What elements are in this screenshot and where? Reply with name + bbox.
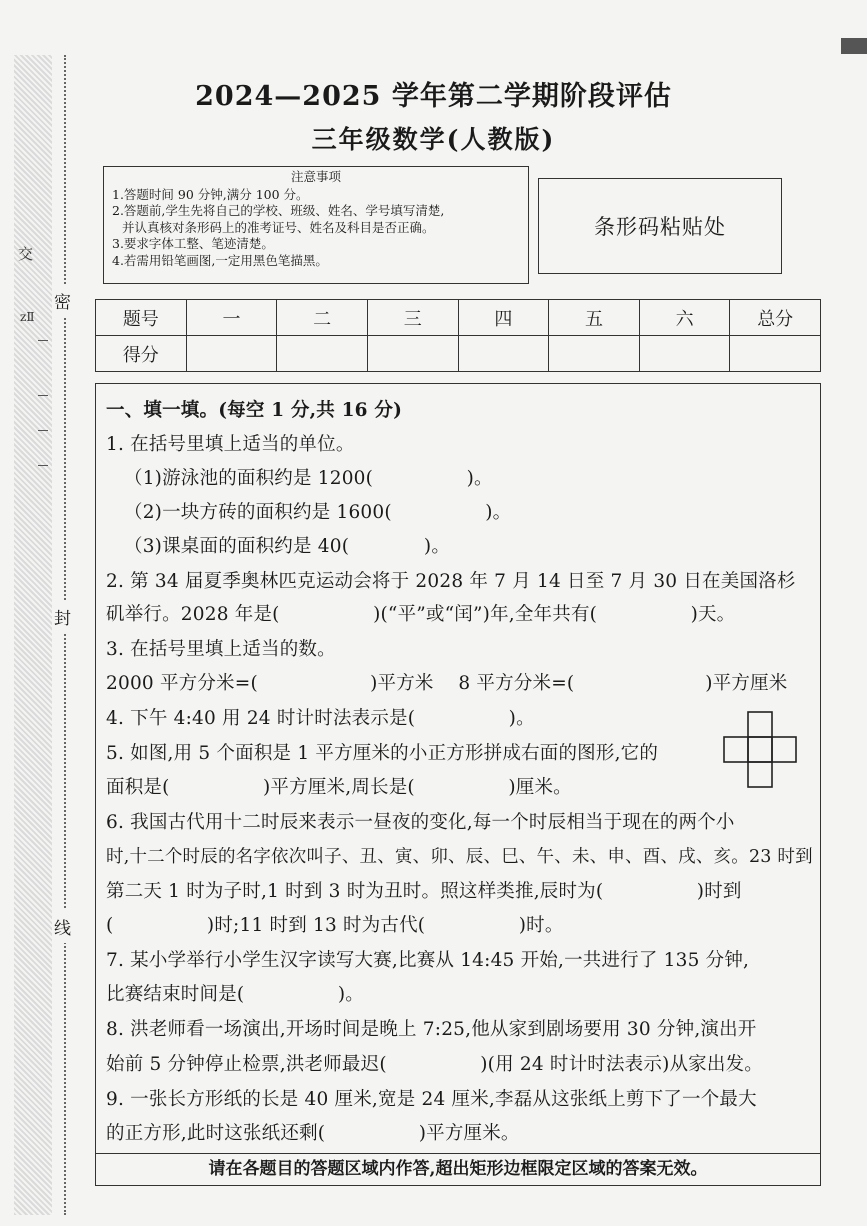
figure-square	[748, 762, 772, 787]
score-cell[interactable]	[458, 336, 549, 372]
score-cell[interactable]	[549, 336, 640, 372]
question-line: 矶举行。2028 年是( )(“平”或“闰”)年,全年共有( )天。	[106, 604, 736, 625]
notice-item: 1.答题时间 90 分钟,满分 100 分。	[112, 186, 309, 202]
question-line: 5. 如图,用 5 个面积是 1 平方厘米的小正方形拼成右面的图形,它的	[106, 743, 659, 764]
question-line: 时,十二个时辰的名字依次叫子、丑、寅、卯、辰、巳、午、未、申、酉、戌、亥。23 时到	[106, 847, 813, 867]
binding-gutter	[0, 0, 82, 1226]
score-table-header-row	[96, 300, 821, 336]
gutter-fragment-1: 交	[18, 245, 34, 263]
notice-item: 2.答题前,学生先将自己的学校、班级、姓名、学号填写清楚,	[112, 203, 445, 218]
gutter-tick	[38, 395, 48, 396]
notice-box	[103, 166, 529, 284]
figure-square	[724, 737, 748, 762]
question-line: 1. 在括号里填上适当的单位。	[106, 434, 355, 455]
score-cell[interactable]	[730, 336, 821, 372]
question-line: 2. 第 34 届夏季奥林匹克运动会将于 2028 年 7 月 14 日至 7 月 30 日在美国洛杉	[106, 571, 796, 592]
score-header-cell: 一	[186, 300, 277, 336]
section-heading: 一、填一填。(每空 1 分,共 16 分)	[106, 400, 403, 421]
question-line: 8. 洪老师看一场演出,开场时间是晚上 7:25,他从家到剧场要用 30 分钟,演出开	[106, 1019, 757, 1040]
gutter-fragment-2: zⅡ	[20, 310, 35, 324]
score-header-cell: 四	[458, 300, 549, 336]
exam-subtitle: 三年级数学(人教版)	[311, 125, 556, 154]
question-line: 第二天 1 时为子时,1 时到 3 时为丑时。照这样类推,辰时为( )时到	[106, 881, 742, 902]
question-line: 面积是( )平方厘米,周长是( )厘米。	[106, 777, 572, 798]
dotted-seal-line	[64, 55, 66, 1215]
question-line: （3)课桌面的面积约是 40( )。	[124, 536, 451, 557]
question-line: 始前 5 分钟停止检票,洪老师最迟( )(用 24 时计时法表示)从家出发。	[106, 1054, 763, 1075]
notice-item: 并认真核对条形码上的准考证号、姓名及科目是否正确。	[122, 219, 435, 235]
question-line: 比赛结束时间是( )。	[106, 984, 364, 1005]
seal-label-mi: 密	[54, 284, 71, 317]
exam-title: 2024—2025 学年第二学期阶段评估	[195, 81, 672, 112]
score-table	[95, 299, 821, 372]
figure-square	[748, 712, 772, 737]
gutter-tick	[38, 430, 48, 431]
question-line: （2)一块方砖的面积约是 1600( )。	[124, 502, 512, 523]
score-header-cell: 三	[367, 300, 458, 336]
answer-area-notice: 请在各题目的答题区域内作答,超出矩形边框限定区域的答案无效。	[95, 1153, 821, 1186]
score-cell[interactable]	[277, 336, 368, 372]
score-header-cell: 五	[549, 300, 640, 336]
question-line: 4. 下午 4:40 用 24 时计时法表示是( )。	[106, 708, 535, 729]
question-line: 3. 在括号里填上适当的数。	[106, 639, 336, 660]
question-line: （1)游泳池的面积约是 1200( )。	[124, 468, 493, 489]
question-area	[95, 383, 821, 1186]
notice-title: 注意事项	[290, 169, 341, 184]
score-header-cell: 总分	[730, 300, 821, 336]
score-table-score-row	[96, 336, 821, 372]
seal-label-feng: 封	[54, 600, 71, 633]
question-line: 7. 某小学举行小学生汉字读写大赛,比赛从 14:45 开始,一共进行了 135 分钟,	[106, 950, 750, 971]
gutter-shading	[14, 55, 52, 1215]
seal-label-xian: 线	[54, 910, 71, 943]
score-header-cell: 题号	[96, 300, 187, 336]
gutter-tick	[38, 340, 48, 341]
notice-item: 4.若需用铅笔画图,一定用黑色笔描黑。	[112, 252, 328, 268]
question-line: 6. 我国古代用十二时辰来表示一昼夜的变化,每一个时辰相当于现在的两个小	[106, 812, 735, 833]
score-cell[interactable]	[367, 336, 458, 372]
figure-square	[748, 737, 772, 762]
score-row-label: 得分	[96, 336, 187, 372]
question-line: 9. 一张长方形纸的长是 40 厘米,宽是 24 厘米,李磊从这张纸上剪下了一个最大	[106, 1089, 757, 1110]
score-header-cell: 二	[277, 300, 368, 336]
question-line: ( )时;11 时到 13 时为古代( )时。	[106, 915, 564, 936]
question-line: 的正方形,此时这张纸还剩( )平方厘米。	[106, 1123, 520, 1144]
gutter-tick	[38, 465, 48, 466]
score-cell[interactable]	[639, 336, 730, 372]
score-cell[interactable]	[186, 336, 277, 372]
corner-mark	[841, 38, 867, 54]
cross-shape-figure	[722, 711, 798, 789]
notice-item: 3.要求字体工整、笔迹清楚。	[112, 236, 274, 251]
score-header-cell: 六	[639, 300, 730, 336]
question-line: 2000 平方分米=( )平方米 8 平方分米=( )平方厘米	[106, 673, 788, 694]
figure-square	[772, 737, 796, 762]
barcode-area: 条形码粘贴处	[538, 178, 782, 274]
